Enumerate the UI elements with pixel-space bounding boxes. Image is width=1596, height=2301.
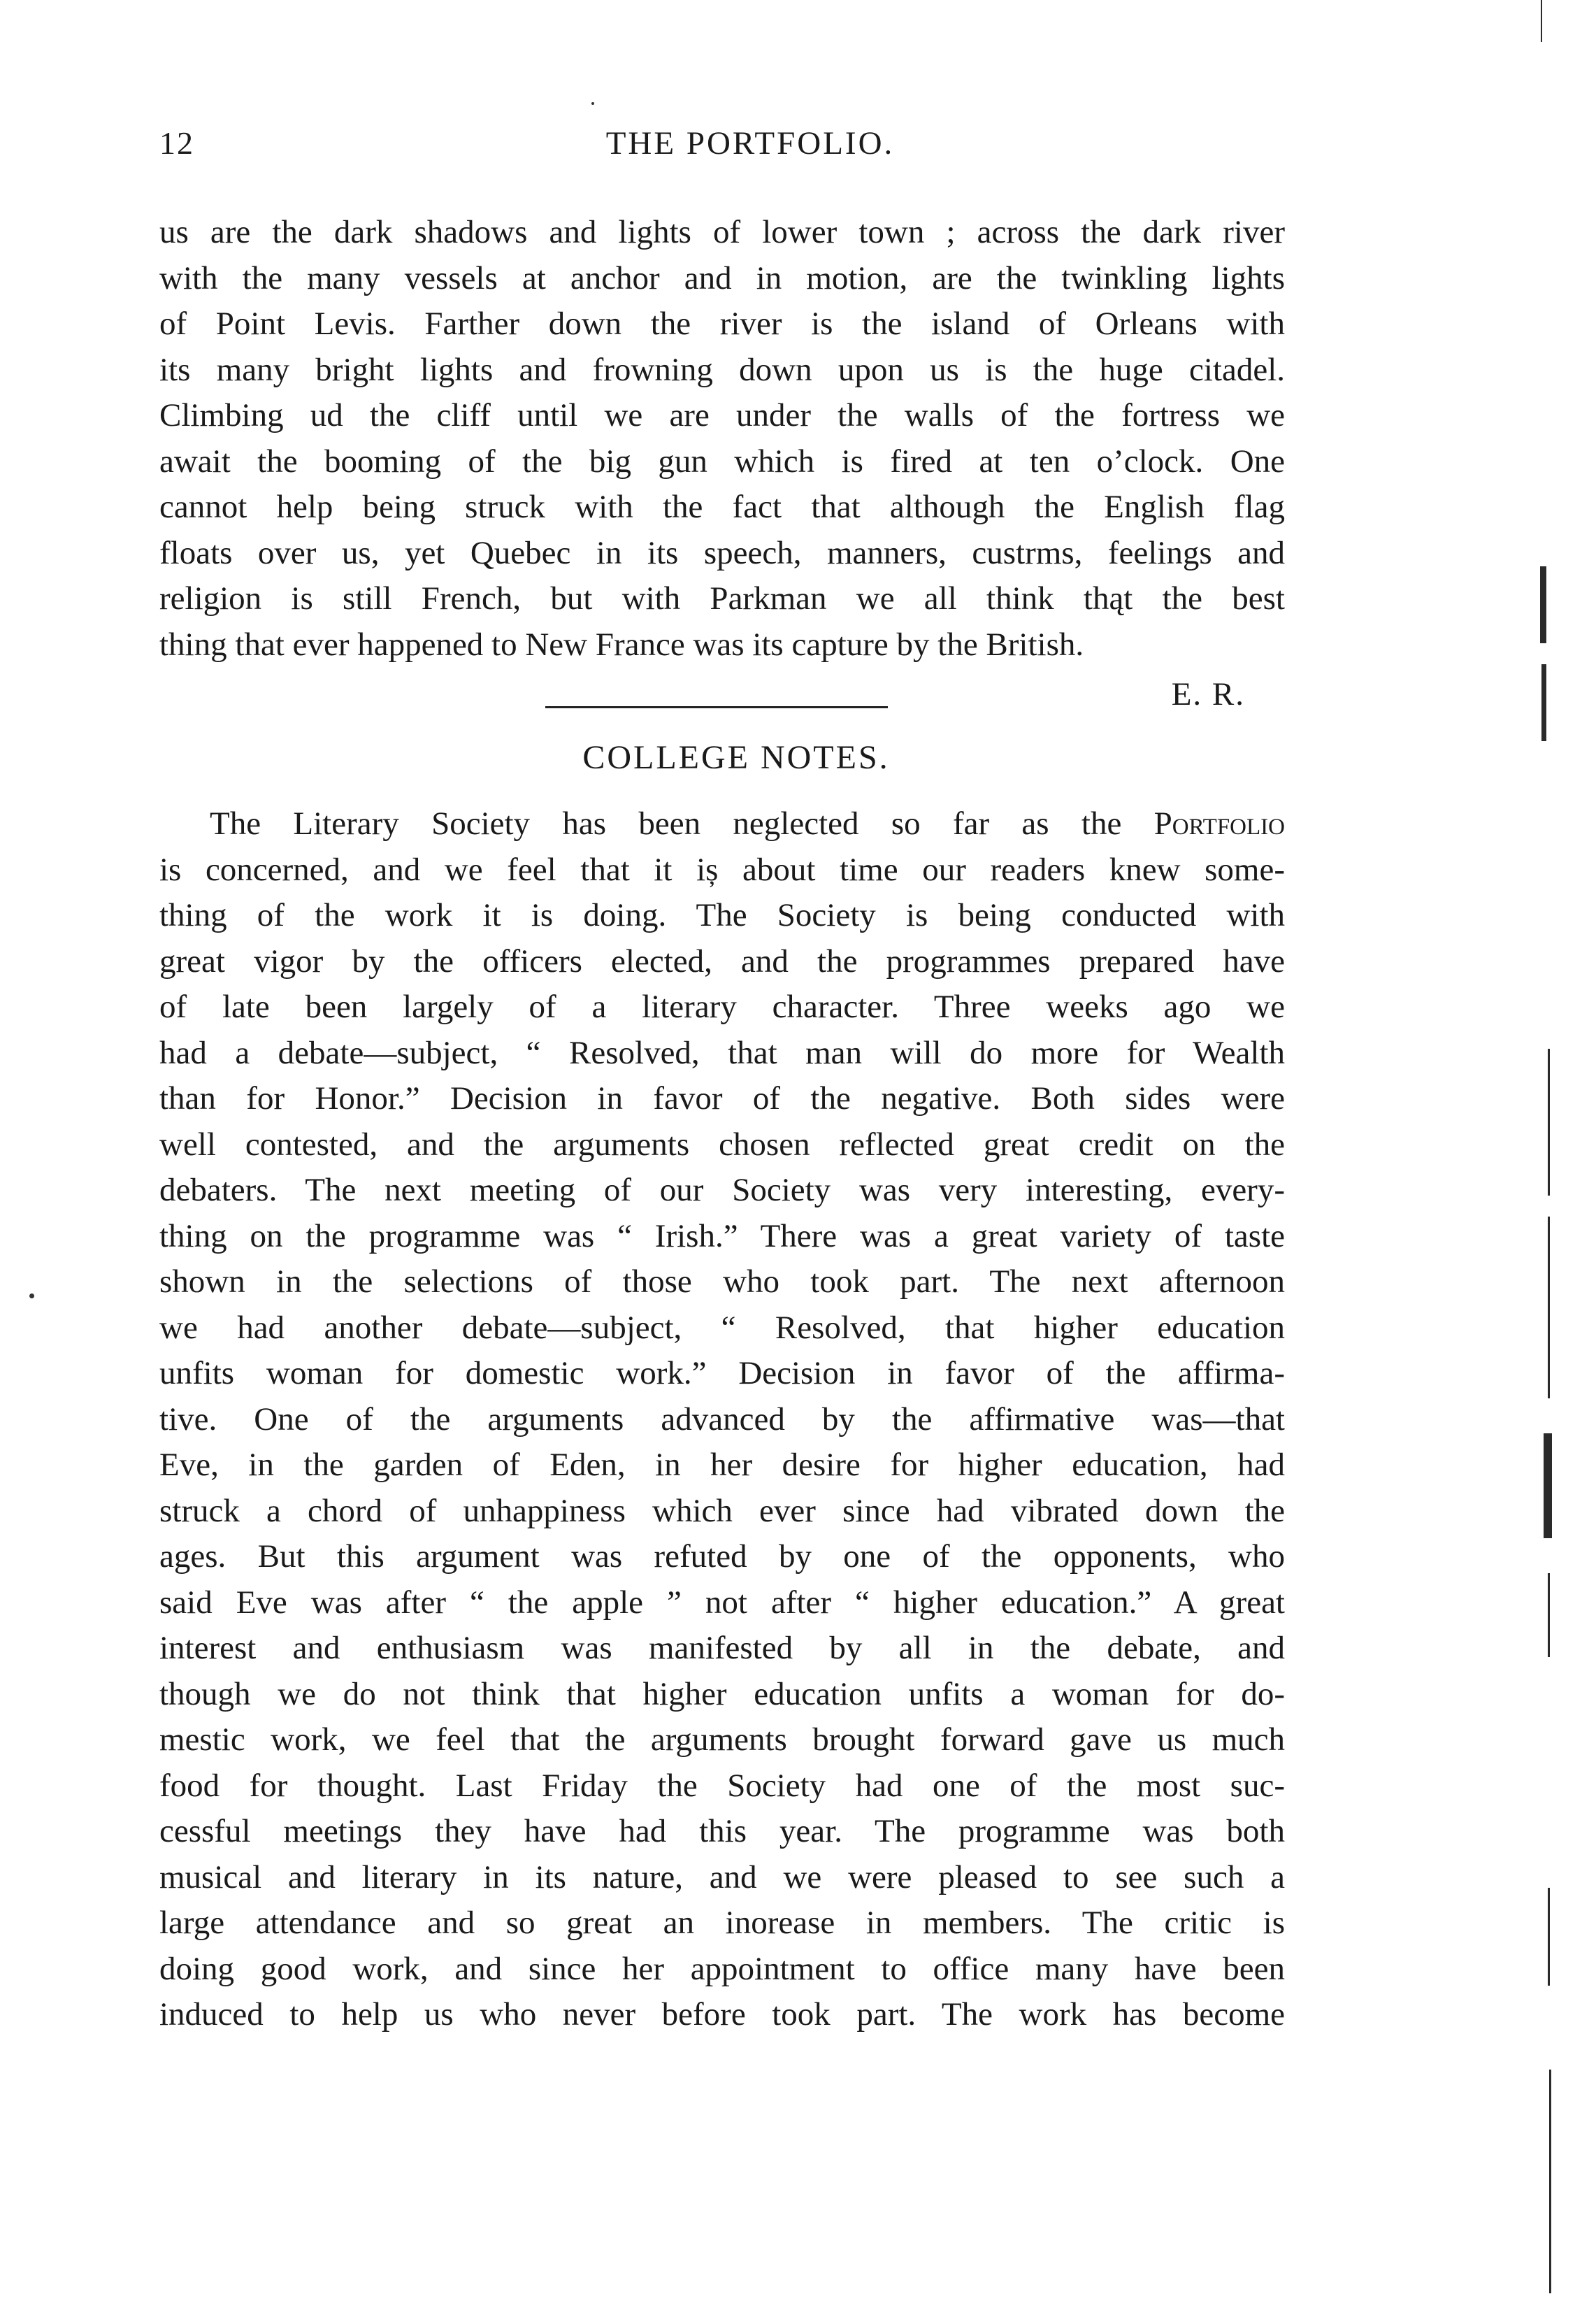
scan-edge-mark	[1544, 1433, 1552, 1538]
paragraph-line: great vigor by the officers elected, and the programmes prepared have	[159, 942, 1285, 980]
scan-edge-mark	[1548, 1217, 1550, 1398]
paragraph-line: interest and enthusiasm was manifested by all in the debate, and	[159, 1630, 1285, 1666]
paragraph-line: had a debate—subject, “ Resolved, that man will do more for Wealth	[159, 1034, 1285, 1071]
paragraph-line: ages. But this argument was refuted by one of the opponents, who	[159, 1538, 1285, 1575]
scan-edge-mark	[1541, 0, 1542, 42]
paragraph-line: religion is still French, but with Parkman we all think thąt the best	[159, 580, 1285, 617]
paragraph-line: debaters. The next meeting of our Society was very interesting, every-	[159, 1172, 1285, 1208]
paragraph-line: cessful meetings they have had this year. The programme was both	[159, 1813, 1285, 1849]
paragraph-line: well contested, and the arguments chosen reflected great credit on the	[159, 1126, 1285, 1163]
paragraph-line: large attendance and so great an inorease in members. The critic is	[159, 1905, 1285, 1941]
paragraph-line: though we do not think that higher education unfits a woman for do-	[159, 1675, 1285, 1712]
paragraph-line: food for thought. Last Friday the Society had one of the most suc-	[159, 1767, 1285, 1804]
scan-edge-mark	[1541, 664, 1546, 741]
paragraph-line: cannot help being struck with the fact that although the English flag	[159, 489, 1285, 525]
paragraph-line: struck a chord of unhappiness which ever since had vibrated down the	[159, 1492, 1285, 1529]
paragraph-line: floats over us, yet Quebec in its speech, manners, custrms, feelings and	[159, 534, 1285, 571]
paragraph-line: said Eve was after “ the apple ” not after “ higher education.” A great	[159, 1584, 1285, 1621]
article-continuation	[159, 210, 1285, 668]
paragraph-line: thing of the work it is doing. The Society is being conducted with	[159, 897, 1285, 933]
scan-edge-mark	[1548, 1573, 1550, 1657]
paragraph-line: of late been largely of a literary character. Three weeks ago we	[159, 989, 1285, 1025]
paragraph-line: tive. One of the arguments advanced by the affirmative was—that	[159, 1400, 1285, 1438]
running-head	[159, 124, 1285, 166]
running-title: THE PORTFOLIO.	[605, 125, 895, 162]
paragraph-line: Eve, in the garden of Eden, in her desire for higher education, had	[159, 1447, 1285, 1483]
scan-edge-mark	[1548, 1049, 1550, 1196]
paragraph-line: induced to help us who never before took part. The work has become	[159, 1996, 1285, 2033]
scan-speck	[29, 1293, 34, 1298]
paragraph-line: its many bright lights and frowning down upon us is the huge citadel.	[159, 351, 1285, 388]
article-signature: E. R.	[1171, 676, 1245, 712]
paragraph-line: us are the dark shadows and lights of lower town ; across the dark river	[159, 214, 1285, 250]
paragraph-line	[159, 801, 1285, 847]
scan-edge-mark	[1540, 566, 1546, 643]
paragraph-line: thing on the programme was “ Irish.” There was a great variety of taste	[159, 1217, 1285, 1254]
publication-name: Portfolio	[1153, 805, 1285, 842]
paragraph-line: doing good work, and since her appointment to office many have been	[159, 1950, 1285, 1987]
paragraph-line: than for Honor.” Decision in favor of the negative. Both sides were	[159, 1080, 1285, 1117]
paragraph-line: musical and literary in its nature, and we were pleased to see such a	[159, 1858, 1285, 1895]
paragraph-line-text: The Literary Society has been neglected so far as the	[210, 805, 1154, 842]
section-heading: COLLEGE NOTES.	[582, 739, 890, 776]
paragraph-line: we had another debate—subject, “ Resolved, that higher education	[159, 1309, 1285, 1346]
paragraph-line: with the many vessels at anchor and in motion, are the twinkling lights	[159, 259, 1285, 296]
scan-edge-mark	[1548, 1888, 1550, 1986]
paragraph-line: is concerned, and we feel that it iș about time our readers knew some-	[159, 851, 1285, 888]
paragraph-line: of Point Levis. Farther down the river is the island of Orleans with	[159, 306, 1285, 342]
section-divider-rule	[545, 706, 888, 708]
page-number: 12	[159, 125, 194, 161]
paragraph-line: thing that ever happened to New France was its capture by the British.	[159, 626, 1084, 663]
college-notes-body	[159, 801, 1285, 2038]
paragraph-line: Climbing ud the cliff until we are under the walls of the fortress we	[159, 397, 1285, 433]
paragraph-line: await the booming of the big gun which is fired at ten o’clock. One	[159, 443, 1285, 480]
paragraph-line: unfits woman for domestic work.” Decision in favor of the affirma-	[159, 1355, 1285, 1391]
paragraph-line: shown in the selections of those who took part. The next afternoon	[159, 1263, 1285, 1300]
scan-edge-mark	[1549, 2070, 1551, 2293]
scan-speck	[591, 102, 594, 105]
paragraph-line: mestic work, we feel that the arguments brought forward gave us much	[159, 1721, 1285, 1758]
